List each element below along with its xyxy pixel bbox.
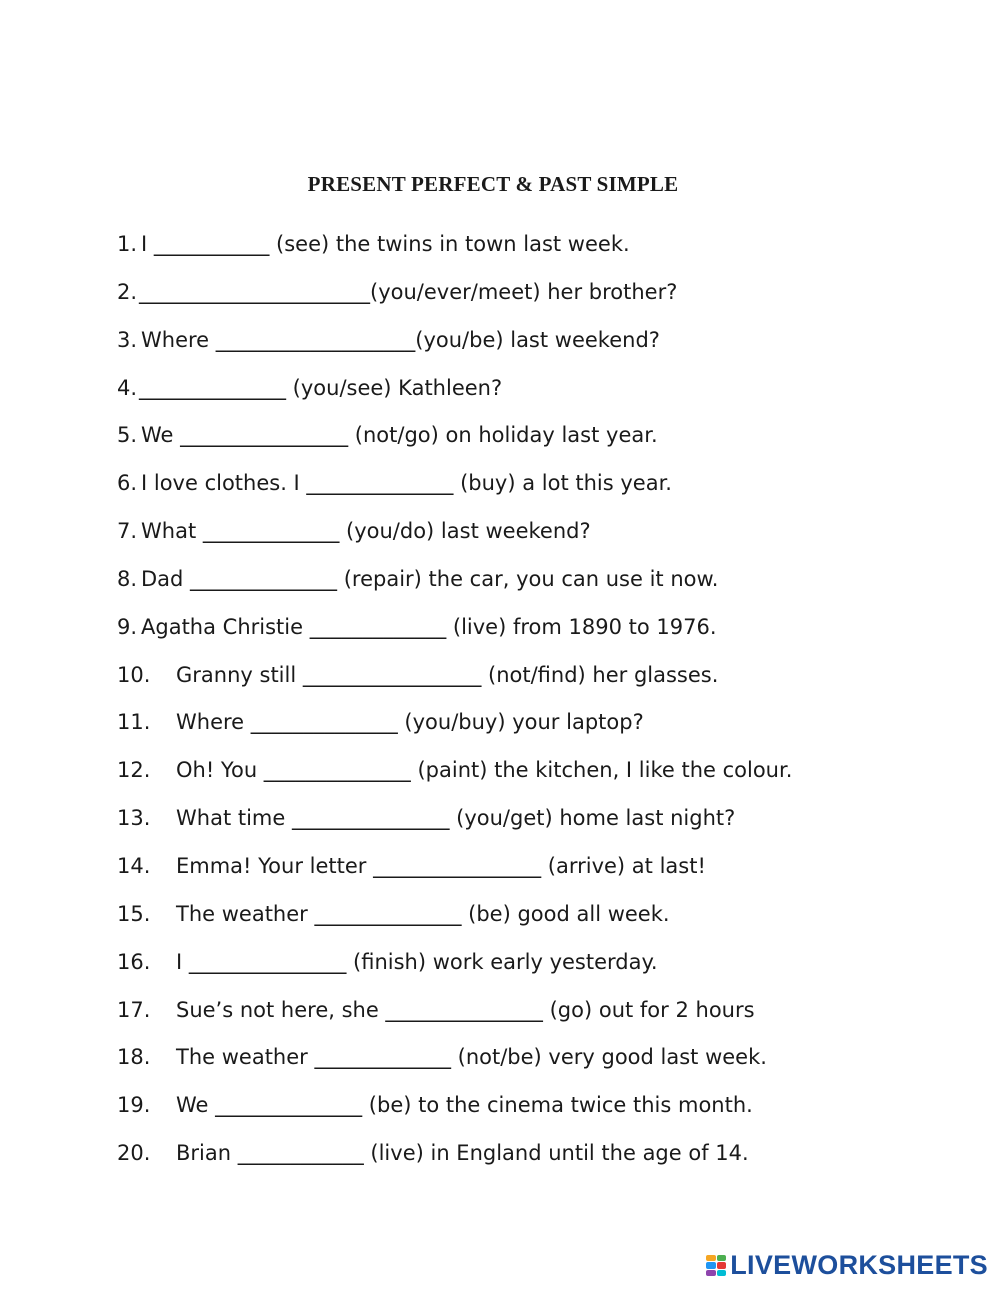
item-number: 5.	[117, 423, 138, 448]
exercise-item	[117, 561, 977, 609]
liveworksheets-logo-icon	[706, 1255, 726, 1277]
brand-name: LIVEWORKSHEETS	[730, 1250, 988, 1280]
item-text: The weather _____________ (not/be) very good last week.	[176, 1045, 767, 1070]
logo-tile	[717, 1262, 727, 1269]
item-number: 3.	[117, 327, 138, 352]
item-number: 15.	[117, 901, 151, 926]
exercise-item	[117, 370, 977, 418]
item-number: 1.	[117, 232, 138, 256]
logo-tile	[717, 1255, 727, 1262]
item-text: Brian ____________ (live) in England until the age of 14.	[176, 1141, 749, 1166]
exercise-item	[117, 609, 977, 657]
exercise-item	[117, 896, 977, 944]
item-number: 11.	[117, 710, 151, 735]
item-number: 17.	[117, 997, 151, 1022]
exercise-item	[117, 1039, 977, 1087]
item-number: 14.	[117, 853, 151, 878]
item-number: 9.	[117, 614, 138, 639]
item-number: 13.	[117, 806, 151, 831]
item-text: Dad ______________ (repair) the car, you can use it now.	[141, 566, 719, 591]
item-text: Sue’s not here, she _______________ (go) out for 2 hours	[176, 997, 755, 1022]
exercise-item	[117, 1087, 977, 1135]
item-text: The weather ______________ (be) good all week.	[176, 901, 670, 926]
exercise-item	[117, 274, 977, 322]
item-number: 20.	[117, 1141, 151, 1166]
liveworksheets-brand	[706, 1250, 988, 1281]
item-text: Where ______________ (you/buy) your laptop?	[176, 710, 644, 735]
exercise-item	[117, 1135, 977, 1183]
logo-tile	[706, 1255, 716, 1262]
item-number: 4.	[117, 375, 138, 400]
item-text: We ______________ (be) to the cinema twice this month.	[176, 1093, 753, 1118]
item-text: Oh! You ______________ (paint) the kitchen, I like the colour.	[176, 758, 793, 783]
item-text: What _____________ (you/do) last weekend?	[141, 519, 591, 544]
item-number: 19.	[117, 1093, 151, 1118]
item-number: 18.	[117, 1045, 151, 1070]
logo-tile	[706, 1270, 716, 1277]
exercise-item	[117, 800, 977, 848]
logo-tile	[706, 1262, 716, 1269]
item-number: 10.	[117, 662, 151, 687]
item-number: 7.	[117, 519, 138, 544]
item-text: Granny still _________________ (not/find) her glasses.	[176, 662, 719, 687]
item-text: ______________ (you/see) Kathleen?	[139, 375, 503, 400]
item-text: I love clothes. I ______________ (buy) a lot this year.	[141, 471, 672, 496]
exercise-item	[117, 992, 977, 1040]
logo-tile	[717, 1270, 727, 1277]
item-number: 2.	[117, 279, 138, 304]
item-number: 12.	[117, 758, 151, 783]
item-number: 8.	[117, 566, 138, 591]
item-text: Where ___________________(you/be) last weekend?	[141, 327, 660, 352]
item-text: What time _______________ (you/get) home last night?	[176, 806, 736, 831]
worksheet-title: PRESENT PERFECT & PAST SIMPLE	[307, 172, 679, 196]
exercise-item	[117, 944, 977, 992]
exercise-item	[117, 657, 977, 705]
exercise-item	[117, 513, 977, 561]
item-text: Agatha Christie _____________ (live) from 1890 to 1976.	[141, 614, 717, 639]
item-text: I _______________ (finish) work early yesterday.	[176, 949, 658, 974]
item-text: ______________________(you/ever/meet) her brother?	[139, 279, 678, 304]
item-text: We ________________ (not/go) on holiday last year.	[141, 423, 658, 448]
item-number: 16.	[117, 949, 151, 974]
item-number: 6.	[117, 471, 138, 496]
exercise-list	[117, 226, 977, 1183]
exercise-item	[117, 704, 977, 752]
exercise-item	[117, 465, 977, 513]
exercise-item	[117, 752, 977, 800]
item-text: Emma! Your letter ________________ (arrive) at last!	[176, 853, 706, 878]
item-text: I ___________ (see) the twins in town last week.	[141, 232, 630, 256]
exercise-item	[117, 417, 977, 465]
exercise-item	[117, 226, 977, 274]
exercise-item	[117, 322, 977, 370]
exercise-item	[117, 848, 977, 896]
